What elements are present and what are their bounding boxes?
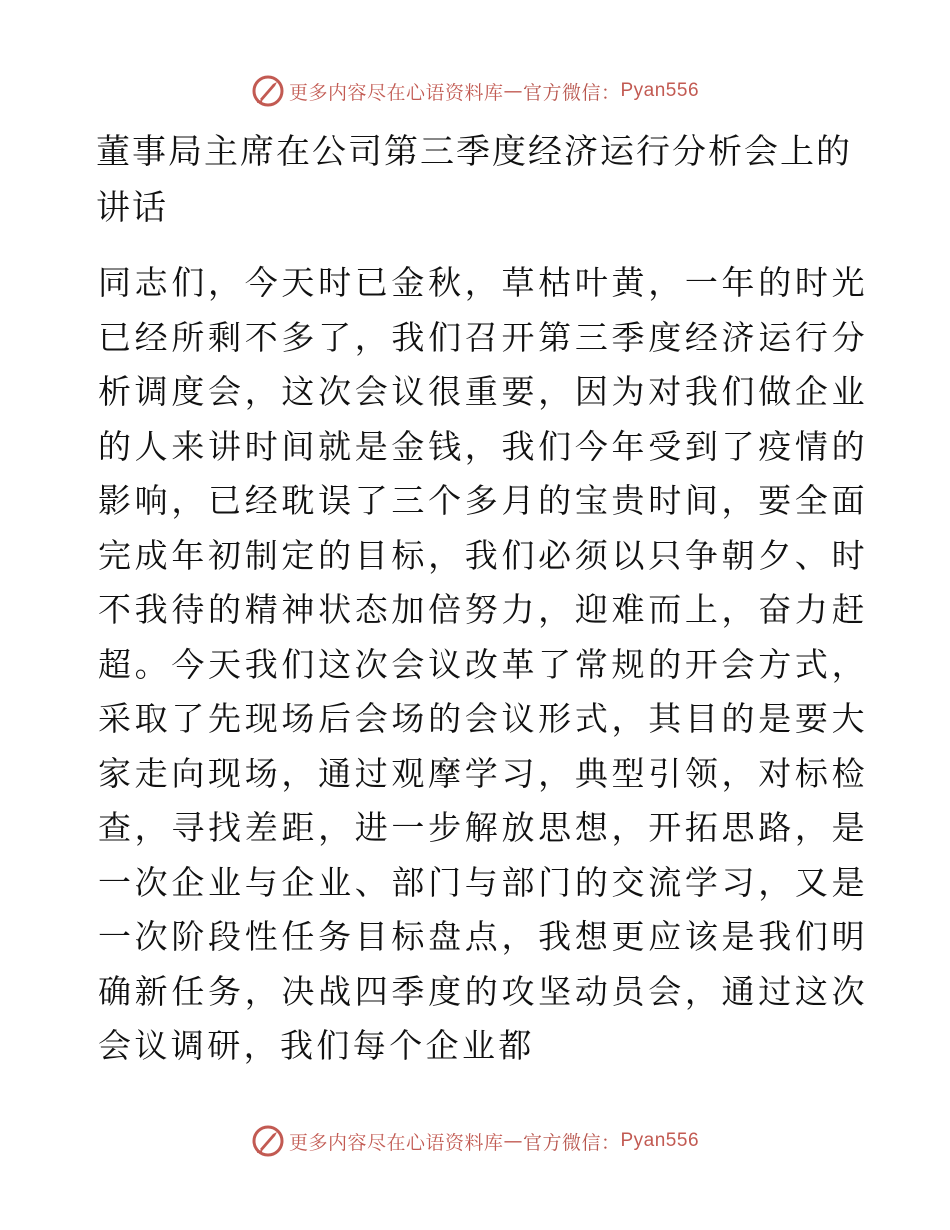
header-watermark — [0, 74, 950, 108]
watermark-wechat-id: Pyan556 — [620, 80, 700, 101]
watermark-wechat-label: 官方微信： — [522, 1131, 621, 1154]
document-title: 董事局主席在公司第三季度经济运行分析会上的讲话 — [96, 132, 852, 228]
watermark-text: 更多内容尽在心语资料库 — [288, 1131, 504, 1154]
watermark-wechat-id: Pyan556 — [620, 1130, 700, 1151]
document-body-paragraph: 同志们，今天时已金秋，草枯叶黄，一年的时光已经所剩不多了，我们召开第三季度经济运行分析调度会，这次会议很重要，因为对我们做企业的人来讲时间就是金钱，我们今年受到了疫情的影响，已经耽误了三个多月的宝贵时间，要全面完成年初制定的目标，我们必须以只争朝夕、时不我待的精神状态加倍努力，迎难而上，奋力赶超。今天我们这次会议改革了常规的开会方式，采取了先现场后会场的会议形式，其目的是要大家走向现场，通过观摩学习，典型引领，对标检查，寻找差距，进一步解放思想，开拓思路，是一次企业与企业、部门与部门的交流学习，又是一次阶段性任务目标盘点，我想更应该是我们明确新任务，决战四季度的攻坚动员会，通过这次会议调研，我们每个企业都 — [98, 263, 868, 1065]
watermark-wechat-label: 官方微信： — [522, 81, 621, 104]
quill-pen-logo-icon — [251, 74, 285, 108]
footer-watermark — [0, 1124, 950, 1158]
quill-pen-logo-icon — [251, 1124, 285, 1158]
watermark-text: 更多内容尽在心语资料库 — [288, 81, 504, 104]
watermark-separator: — — [503, 80, 523, 102]
watermark-separator: — — [503, 1130, 523, 1152]
